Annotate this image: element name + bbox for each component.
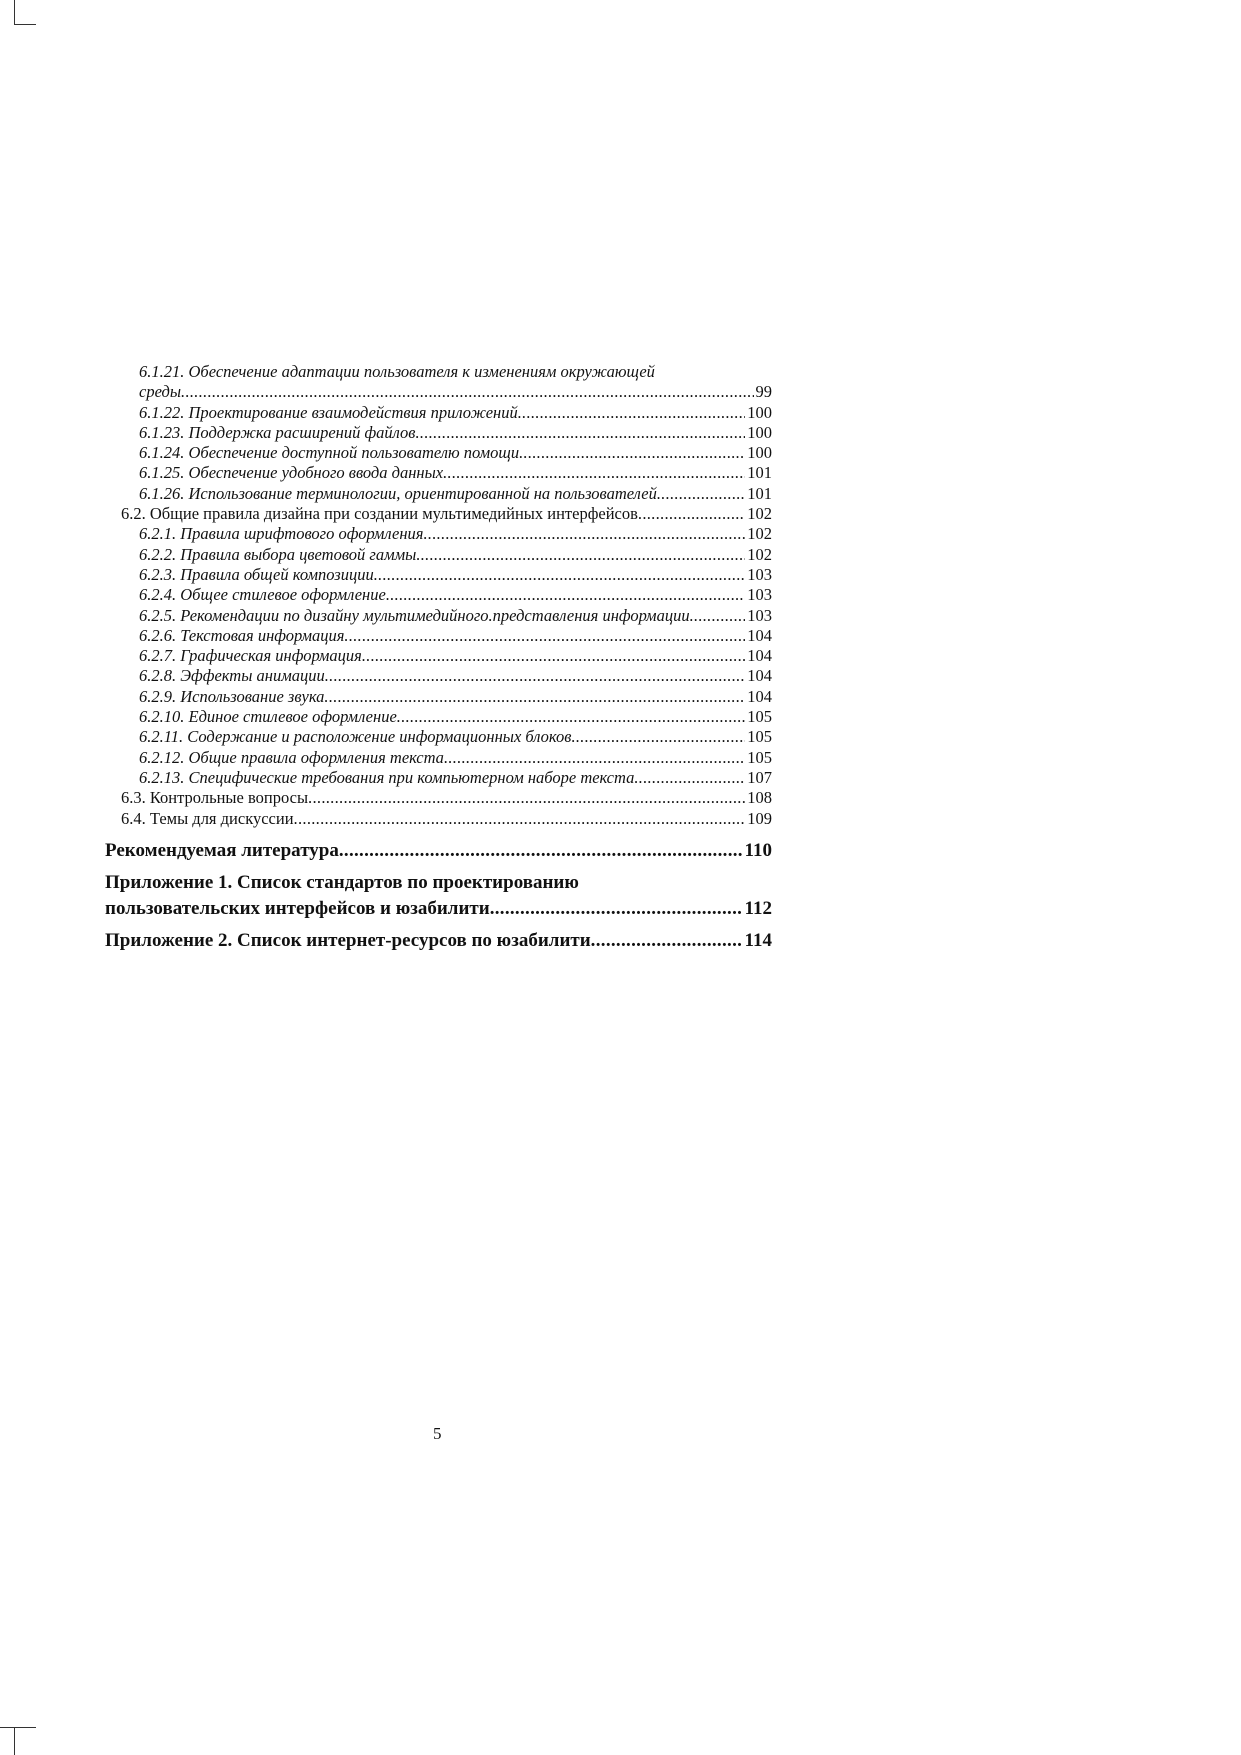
toc-entry-page: 104 <box>747 686 772 706</box>
leader-dots <box>397 707 745 727</box>
leader-dots <box>571 727 745 747</box>
toc-entry-6-2-13[interactable] <box>105 768 772 788</box>
toc-entry-6-2-10[interactable] <box>105 707 772 727</box>
toc-entry-page: 108 <box>747 788 772 808</box>
toc-entry-page: 105 <box>747 747 772 767</box>
leader-dots <box>443 463 745 483</box>
toc-entry-title: 6.2.8. Эффекты анимации <box>139 666 325 686</box>
toc-entry-title: 6.2. Общие правила дизайна при создании мультимедийных интерфейсов <box>121 504 638 524</box>
toc-entry-6-2-9[interactable] <box>105 687 772 707</box>
toc-entry-title: среды <box>139 382 182 402</box>
toc-entry-title: 6.2.9. Использование звука <box>139 686 325 706</box>
toc-entry-6-2-3[interactable] <box>105 565 772 585</box>
leader-dots <box>657 484 745 504</box>
toc-entry-page: 110 <box>744 839 772 861</box>
toc-entry-title: 6.2.4. Общее стилевое оформление <box>139 585 386 605</box>
toc-entry-page: 101 <box>747 463 772 483</box>
toc-entry-6-1-22[interactable] <box>105 403 772 423</box>
leader-dots <box>344 626 745 646</box>
leader-dots <box>423 524 745 544</box>
toc-entry-title: 6.2.5. Рекомендации по дизайну мультимедийного.представления информации <box>139 605 690 625</box>
toc-entry-page: 107 <box>747 767 772 787</box>
toc-entry-title: 6.2.12. Общие правила оформления текста <box>139 747 444 767</box>
toc-entry-title: 6.2.2. Правила выбора цветовой гаммы <box>139 544 417 564</box>
toc-entry-appendix-1-line1: Приложение 1. Список стандартов по проектированию <box>105 871 579 893</box>
toc-entry-6-1-25[interactable] <box>105 463 772 483</box>
leader-dots <box>416 545 745 565</box>
toc-entry-6-2-7[interactable] <box>105 646 772 666</box>
toc-entry-title: 6.2.3. Правила общей композиции <box>139 564 374 584</box>
toc-entry-page: 103 <box>747 605 772 625</box>
toc-entry-title: 6.2.7. Графическая информация <box>139 646 362 666</box>
toc-entry-6-2[interactable] <box>105 504 772 524</box>
toc-entry-page: 103 <box>747 585 772 605</box>
crop-mark-bottom-left-vertical <box>14 1727 15 1755</box>
toc-entry-6-2-1[interactable] <box>105 524 772 544</box>
leader-dots <box>519 443 745 463</box>
toc-entry-title: 6.2.10. Единое стилевое оформление <box>139 707 397 727</box>
leader-dots <box>444 748 745 768</box>
leader-dots <box>324 687 745 707</box>
leader-dots <box>325 666 746 686</box>
leader-dots <box>638 504 745 524</box>
toc-entry-page: 100 <box>747 402 772 422</box>
toc-entry-6-2-5[interactable] <box>105 606 772 626</box>
toc-entry-appendix-1[interactable] <box>105 896 772 922</box>
table-of-contents <box>105 362 772 954</box>
toc-entry-page: 99 <box>755 382 772 402</box>
toc-entry-6-1-21-line1: 6.1.21. Обеспечение адаптации пользователя к изменениям окружающей <box>139 362 655 381</box>
toc-entry-6-2-11[interactable] <box>105 727 772 747</box>
toc-entry-page: 105 <box>747 727 772 747</box>
leader-dots <box>308 788 745 808</box>
toc-entry-page: 104 <box>747 666 772 686</box>
toc-entry-page: 102 <box>747 544 772 564</box>
toc-entry-title: 6.1.26. Использование терминологии, ориентированной на пользователей <box>139 483 657 503</box>
toc-entry-page: 114 <box>744 929 772 951</box>
toc-entry-title: 6.2.1. Правила шрифтового оформления <box>139 524 424 544</box>
toc-entry-title: 6.3. Контрольные вопросы <box>121 788 309 808</box>
toc-entry-title: пользовательских интерфейсов и юзабилити <box>105 897 490 919</box>
toc-entry-title: 6.1.25. Обеспечение удобного ввода данных <box>139 463 444 483</box>
leader-dots <box>181 382 753 402</box>
toc-entry-page: 101 <box>747 483 772 503</box>
crop-mark-top-left-horizontal <box>14 24 36 25</box>
toc-entry-page: 105 <box>747 707 772 727</box>
toc-entry-6-2-4[interactable] <box>105 585 772 605</box>
toc-entry-page: 103 <box>747 564 772 584</box>
leader-dots <box>518 403 746 423</box>
toc-entry-6-1-24[interactable] <box>105 443 772 463</box>
toc-entry-page: 100 <box>747 422 772 442</box>
toc-entry-title: 6.2.11. Содержание и расположение информационных блоков <box>139 727 572 747</box>
toc-entry-page: 102 <box>747 504 772 524</box>
toc-entry-6-1-21[interactable] <box>105 382 772 402</box>
toc-entry-page: 102 <box>747 524 772 544</box>
toc-entry-title: 6.1.23. Поддержка расширений файлов <box>139 422 416 442</box>
leader-dots <box>490 896 743 922</box>
crop-mark-top-left-vertical <box>14 0 15 24</box>
page-number: 5 <box>433 1424 442 1443</box>
leader-dots <box>362 646 745 666</box>
toc-entry-6-2-8[interactable] <box>105 666 772 686</box>
toc-entry-title: 6.4. Темы для дискуссии <box>121 808 294 828</box>
toc-entry-title: 6.2.13. Специфические требования при компьютерном наборе текста <box>139 767 635 787</box>
leader-dots <box>374 565 746 585</box>
toc-entry-page: 109 <box>747 808 772 828</box>
toc-entry-6-1-26[interactable] <box>105 484 772 504</box>
leader-dots <box>634 768 745 788</box>
toc-entry-appendix-2[interactable] <box>105 928 772 954</box>
toc-entry-6-1-23[interactable] <box>105 423 772 443</box>
toc-entry-title: 6.2.6. Текстовая информация <box>139 625 345 645</box>
toc-entry-page: 104 <box>747 646 772 666</box>
toc-entry-6-2-2[interactable] <box>105 545 772 565</box>
leader-dots <box>690 606 746 626</box>
toc-entry-6-4[interactable] <box>105 809 772 829</box>
leader-dots <box>591 928 743 954</box>
toc-entry-recommended-literature[interactable] <box>105 838 772 864</box>
toc-entry-title: 6.1.22. Проектирование взаимодействия приложений <box>139 402 518 422</box>
leader-dots <box>294 809 746 829</box>
leader-dots <box>339 838 743 864</box>
toc-entry-title: Рекомендуемая литература <box>105 839 339 861</box>
toc-entry-title: Приложение 2. Список интернет-ресурсов по юзабилити <box>105 929 591 951</box>
toc-entry-title: 6.1.24. Обеспечение доступной пользователю помощи <box>139 443 520 463</box>
toc-entry-page: 112 <box>744 897 772 919</box>
toc-entry-6-3[interactable] <box>105 788 772 808</box>
toc-entry-page: 104 <box>747 625 772 645</box>
toc-entry-page: 100 <box>747 443 772 463</box>
toc-entry-6-2-12[interactable] <box>105 748 772 768</box>
leader-dots <box>415 423 745 443</box>
leader-dots <box>386 585 745 605</box>
toc-entry-6-2-6[interactable] <box>105 626 772 646</box>
crop-mark-bottom-left-horizontal <box>0 1727 36 1728</box>
